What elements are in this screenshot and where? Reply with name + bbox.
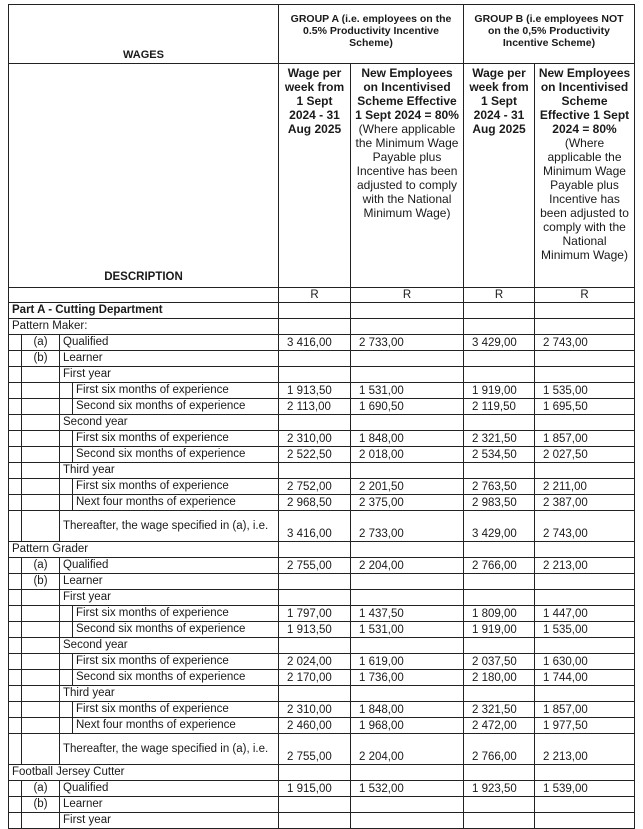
- item-label: (b): [22, 797, 60, 812]
- row-description: [9, 415, 279, 431]
- row-description: [9, 447, 279, 463]
- wage-value: [464, 463, 535, 479]
- wage-value: 2 755,00: [279, 558, 351, 574]
- item-label: (a): [22, 335, 60, 350]
- wage-value: [464, 542, 535, 558]
- table-row: [9, 495, 635, 511]
- row-text: Third year: [63, 687, 115, 699]
- wage-value: 1 809,00: [464, 606, 535, 622]
- wage-value: [279, 765, 351, 781]
- wage-value: [351, 542, 464, 558]
- wage-value: [279, 813, 351, 829]
- wage-value: 1 736,00: [351, 670, 464, 686]
- item-label: [22, 718, 60, 733]
- wage-value: [351, 813, 464, 829]
- wage-value: 3 416,00: [279, 335, 351, 351]
- table-row: [9, 415, 635, 431]
- wage-value: 3 429,00: [464, 335, 535, 351]
- wage-value: 2 027,50: [535, 447, 635, 463]
- row-text: First year: [63, 368, 111, 380]
- table-row: [9, 797, 635, 813]
- row-text: Second year: [63, 639, 128, 651]
- wage-value: 2 968,50: [279, 495, 351, 511]
- row-description: [9, 511, 279, 542]
- table-row: [9, 479, 635, 495]
- wage-value: [535, 797, 635, 813]
- item-label: [22, 431, 60, 446]
- wage-value: [279, 574, 351, 590]
- wage-value: 1 913,50: [279, 383, 351, 399]
- item-label: [22, 479, 60, 494]
- row-description: [9, 335, 279, 351]
- wage-value: [464, 813, 535, 829]
- group-a-wage-heading: Wage per week from 1 Sept 2024 - 31 Aug 2025: [279, 64, 351, 288]
- wage-value: [535, 686, 635, 702]
- wage-value: 2 743,00: [535, 335, 635, 351]
- table-row: [9, 511, 635, 542]
- table-row: [9, 367, 635, 383]
- item-label: [22, 686, 60, 701]
- wage-value: 2 522,50: [279, 447, 351, 463]
- wage-value: [535, 367, 635, 383]
- row-text: Pattern Grader: [12, 543, 89, 555]
- row-text: Qualified: [63, 782, 109, 794]
- wage-value: [535, 765, 635, 781]
- table-row: [9, 686, 635, 702]
- row-description: [9, 781, 279, 797]
- wage-value: 2 204,00: [351, 558, 464, 574]
- item-label: (a): [22, 558, 60, 573]
- wage-value: [535, 303, 635, 319]
- wage-value: 1 531,00: [351, 383, 464, 399]
- wage-value: 1 977,50: [535, 718, 635, 734]
- row-text: Second six months of experience: [76, 448, 246, 460]
- wage-value: [279, 638, 351, 654]
- wage-value: 2 733,00: [351, 511, 464, 542]
- wage-value: [535, 415, 635, 431]
- wage-value: 3 429,00: [464, 511, 535, 542]
- item-label: (b): [22, 351, 60, 366]
- wage-value: 2 024,00: [279, 654, 351, 670]
- wage-value: [351, 686, 464, 702]
- row-description: [9, 542, 279, 558]
- table-row: [9, 542, 635, 558]
- group-b-wage-heading: Wage per week from 1 Sept 2024 - 31 Aug 2025: [464, 64, 535, 288]
- wage-value: 1 848,00: [351, 702, 464, 718]
- table-row: [9, 622, 635, 638]
- wage-value: 2 766,00: [464, 734, 535, 765]
- row-text: First six months of experience: [76, 480, 229, 492]
- wage-value: 2 018,00: [351, 447, 464, 463]
- row-text: Qualified: [63, 336, 109, 348]
- wage-value: [535, 574, 635, 590]
- wage-value: [351, 638, 464, 654]
- row-text: Second six months of experience: [76, 623, 246, 635]
- item-label: [22, 670, 60, 685]
- item-label: [22, 622, 60, 637]
- table-row: [9, 813, 635, 829]
- row-text: Thereafter, the wage specified in (a), i.e.: [63, 519, 269, 532]
- wage-value: [279, 542, 351, 558]
- wage-value: 1 690,50: [351, 399, 464, 415]
- wage-value: [351, 303, 464, 319]
- item-label: [22, 638, 60, 653]
- wage-value: [351, 351, 464, 367]
- row-text: First six months of experience: [76, 432, 229, 444]
- row-text: Learner: [63, 798, 103, 810]
- row-description: [9, 606, 279, 622]
- wage-value: 1 919,00: [464, 383, 535, 399]
- table-row: [9, 383, 635, 399]
- table-row: [9, 638, 635, 654]
- row-text: Thereafter, the wage specified in (a), i.e.: [63, 742, 269, 755]
- table-row: [9, 558, 635, 574]
- row-text: First six months of experience: [76, 655, 229, 667]
- table-row: [9, 319, 635, 335]
- table-row: [9, 399, 635, 415]
- row-description: [9, 479, 279, 495]
- wage-value: [464, 367, 535, 383]
- item-label: (a): [22, 781, 60, 796]
- wage-value: [279, 415, 351, 431]
- row-text: Football Jersey Cutter: [12, 766, 125, 778]
- wage-value: [351, 797, 464, 813]
- wage-value: 2 037,50: [464, 654, 535, 670]
- row-description: [9, 303, 279, 319]
- table-row: [9, 654, 635, 670]
- wage-value: [351, 590, 464, 606]
- wage-value: [351, 765, 464, 781]
- wage-value: 2 460,00: [279, 718, 351, 734]
- wage-value: 3 416,00: [279, 511, 351, 542]
- row-description: [9, 463, 279, 479]
- wage-value: 1 797,00: [279, 606, 351, 622]
- item-label: [22, 734, 60, 764]
- item-label: (b): [22, 574, 60, 589]
- row-description: [9, 797, 279, 813]
- description-heading: DESCRIPTION: [9, 64, 279, 288]
- row-text: Learner: [63, 575, 103, 587]
- currency-label: R: [464, 288, 535, 303]
- row-text: Second six months of experience: [76, 400, 246, 412]
- wage-value: [535, 638, 635, 654]
- row-description: [9, 431, 279, 447]
- wage-value: 2 201,50: [351, 479, 464, 495]
- table-row: [9, 606, 635, 622]
- item-label: [22, 590, 60, 605]
- wage-value: [464, 686, 535, 702]
- wage-value: 2 211,00: [535, 479, 635, 495]
- table-row: [9, 590, 635, 606]
- wage-value: 2 983,50: [464, 495, 535, 511]
- wage-value: 1 919,00: [464, 622, 535, 638]
- item-label: [22, 511, 60, 541]
- wage-value: [279, 463, 351, 479]
- row-description: [9, 734, 279, 765]
- row-description: [9, 765, 279, 781]
- row-text: Pattern Maker:: [12, 320, 88, 332]
- wage-value: 1 923,50: [464, 781, 535, 797]
- wage-value: 2 180,00: [464, 670, 535, 686]
- wage-value: 2 119,50: [464, 399, 535, 415]
- wages-table-body: [9, 303, 635, 829]
- item-label: [22, 447, 60, 462]
- group-b-heading: GROUP B (i.e employees NOT on the 0,5% Productivity Incentive Scheme): [464, 5, 635, 64]
- currency-blank: [9, 288, 279, 303]
- wage-value: 1 630,00: [535, 654, 635, 670]
- row-description: [9, 590, 279, 606]
- wage-value: 2 534,50: [464, 447, 535, 463]
- wage-value: 1 744,00: [535, 670, 635, 686]
- wage-value: [464, 415, 535, 431]
- row-text: Second six months of experience: [76, 671, 246, 683]
- wage-value: [535, 813, 635, 829]
- wage-value: 2 375,00: [351, 495, 464, 511]
- row-description: [9, 495, 279, 511]
- row-description: [9, 654, 279, 670]
- wage-value: [464, 765, 535, 781]
- wage-value: [279, 686, 351, 702]
- row-description: [9, 813, 279, 829]
- wage-value: 1 531,00: [351, 622, 464, 638]
- wage-value: 2 170,00: [279, 670, 351, 686]
- wage-value: [279, 303, 351, 319]
- row-text: First six months of experience: [76, 607, 229, 619]
- table-row: [9, 335, 635, 351]
- wage-value: [351, 319, 464, 335]
- wage-value: [464, 574, 535, 590]
- item-label: [22, 383, 60, 398]
- wage-value: 2 321,50: [464, 431, 535, 447]
- wage-value: 2 733,00: [351, 335, 464, 351]
- row-description: [9, 367, 279, 383]
- item-label: [22, 495, 60, 510]
- wage-value: 2 113,00: [279, 399, 351, 415]
- row-description: [9, 319, 279, 335]
- row-text: Second year: [63, 416, 128, 428]
- table-row: [9, 670, 635, 686]
- wage-value: 2 387,00: [535, 495, 635, 511]
- table-row: [9, 463, 635, 479]
- table-row: [9, 351, 635, 367]
- wage-value: [464, 797, 535, 813]
- row-text: Qualified: [63, 559, 109, 571]
- wage-value: [279, 351, 351, 367]
- wage-value: [351, 367, 464, 383]
- group-a-new-heading: New Employees on Incentivised Scheme Effective 1 Sept 2024 = 80% (Where applicable the Minimum Wage Payable plus Incentive has been adjusted to comply with the National Minimum Wage): [351, 64, 464, 288]
- row-text: Next four months of experience: [76, 496, 236, 508]
- row-text: Learner: [63, 352, 103, 364]
- item-label: [22, 654, 60, 669]
- currency-label: R: [351, 288, 464, 303]
- wage-value: [535, 319, 635, 335]
- row-text: First year: [63, 591, 111, 603]
- row-description: [9, 558, 279, 574]
- wage-value: [279, 367, 351, 383]
- wage-value: [464, 303, 535, 319]
- item-label: [22, 606, 60, 621]
- wage-value: 2 321,50: [464, 702, 535, 718]
- wage-value: 2 213,00: [535, 558, 635, 574]
- table-row: [9, 734, 635, 765]
- item-label: [22, 399, 60, 414]
- wage-value: 1 535,00: [535, 622, 635, 638]
- wage-value: 2 743,00: [535, 511, 635, 542]
- wage-value: 2 213,00: [535, 734, 635, 765]
- row-description: [9, 574, 279, 590]
- wage-value: 2 763,50: [464, 479, 535, 495]
- group-a-heading: GROUP A (i.e. employees on the 0.5% Productivity Incentive Scheme): [279, 5, 464, 64]
- row-text: Third year: [63, 464, 115, 476]
- row-text: First six months of experience: [76, 703, 229, 715]
- table-row: [9, 431, 635, 447]
- wage-value: 2 752,00: [279, 479, 351, 495]
- table-row: [9, 781, 635, 797]
- row-text: First six months of experience: [76, 384, 229, 396]
- wage-value: 2 310,00: [279, 702, 351, 718]
- wage-value: 1 915,00: [279, 781, 351, 797]
- group-b-new-heading: New Employees on Incentivised Scheme Effective 1 Sept 2024 = 80% (Where applicable the Minimum Wage Payable plus Incentive has been adjusted to comply with the National Minimum Wage): [535, 64, 635, 288]
- wage-value: 2 472,00: [464, 718, 535, 734]
- table-row: [9, 303, 635, 319]
- wage-value: [535, 542, 635, 558]
- wage-value: [535, 351, 635, 367]
- wage-value: [279, 319, 351, 335]
- row-description: [9, 718, 279, 734]
- wage-value: 1 848,00: [351, 431, 464, 447]
- wage-value: 1 695,50: [535, 399, 635, 415]
- wage-value: 1 619,00: [351, 654, 464, 670]
- wage-value: [535, 590, 635, 606]
- wage-value: [464, 319, 535, 335]
- row-description: [9, 399, 279, 415]
- wage-value: 1 532,00: [351, 781, 464, 797]
- currency-label: R: [535, 288, 635, 303]
- row-description: [9, 686, 279, 702]
- wage-value: 2 204,00: [351, 734, 464, 765]
- wage-value: [351, 574, 464, 590]
- wage-value: [351, 463, 464, 479]
- wage-value: 2 310,00: [279, 431, 351, 447]
- wage-value: 2 755,00: [279, 734, 351, 765]
- currency-label: R: [279, 288, 351, 303]
- item-label: [22, 367, 60, 382]
- wages-table: [8, 4, 635, 829]
- item-label: [22, 702, 60, 717]
- wage-value: 1 535,00: [535, 383, 635, 399]
- wage-value: 1 857,00: [535, 431, 635, 447]
- row-text: Part A - Cutting Department: [12, 304, 163, 316]
- wage-value: [351, 415, 464, 431]
- table-row: [9, 765, 635, 781]
- wages-heading: WAGES: [9, 5, 279, 64]
- wage-value: 1 437,50: [351, 606, 464, 622]
- row-description: [9, 638, 279, 654]
- wage-value: [464, 351, 535, 367]
- wage-value: 2 766,00: [464, 558, 535, 574]
- table-row: [9, 574, 635, 590]
- wage-value: 1 857,00: [535, 702, 635, 718]
- row-description: [9, 383, 279, 399]
- wage-value: 1 447,00: [535, 606, 635, 622]
- wage-value: 1 913,50: [279, 622, 351, 638]
- wage-value: [464, 638, 535, 654]
- item-label: [22, 813, 60, 828]
- row-description: [9, 702, 279, 718]
- row-text: Next four months of experience: [76, 719, 236, 731]
- row-description: [9, 670, 279, 686]
- wage-value: 1 539,00: [535, 781, 635, 797]
- wage-value: [535, 463, 635, 479]
- item-label: [22, 463, 60, 478]
- table-row: [9, 447, 635, 463]
- row-description: [9, 622, 279, 638]
- wage-value: 1 968,00: [351, 718, 464, 734]
- table-row: [9, 718, 635, 734]
- row-description: [9, 351, 279, 367]
- wage-value: [279, 590, 351, 606]
- wage-value: [279, 797, 351, 813]
- wage-value: [464, 590, 535, 606]
- table-row: [9, 702, 635, 718]
- row-text: First year: [63, 814, 111, 826]
- item-label: [22, 415, 60, 430]
